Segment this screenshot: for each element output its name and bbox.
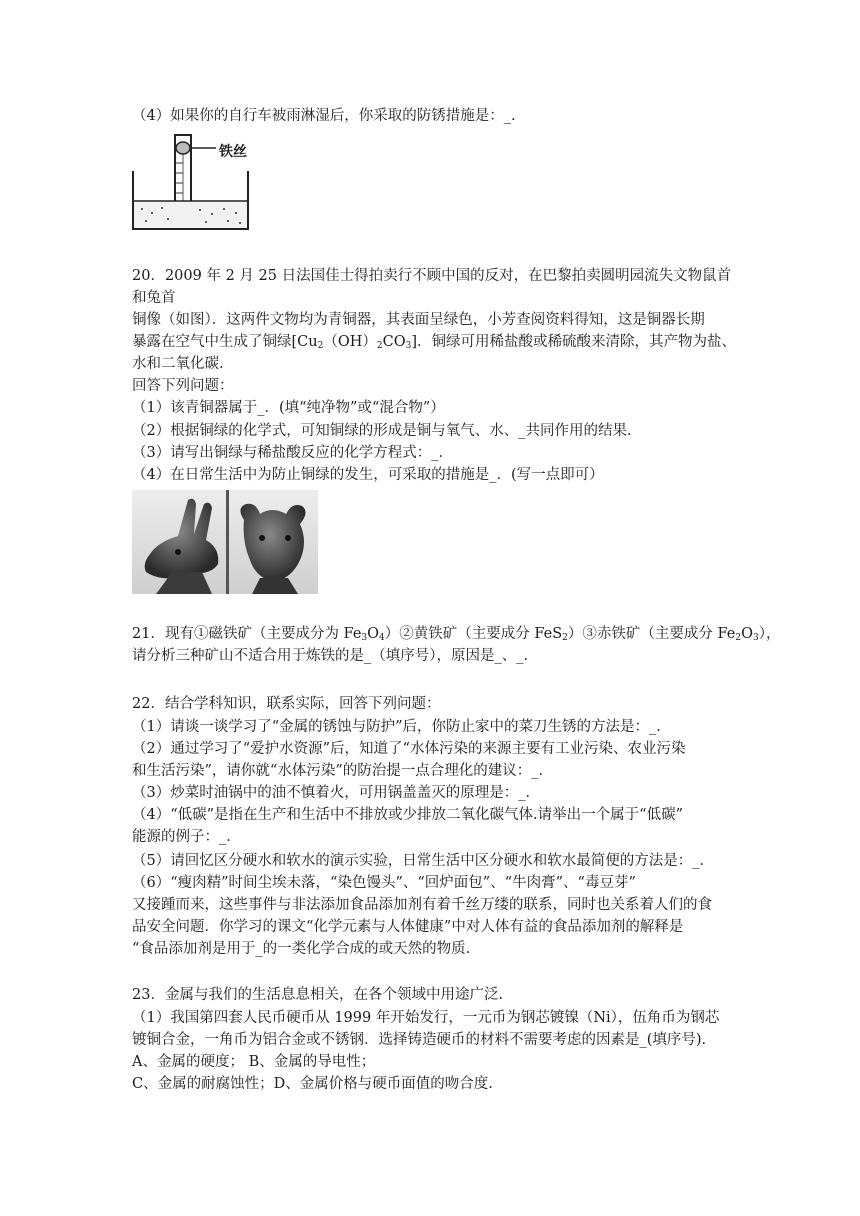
q23-line-2: （1）我国第四套人民币硬币从 1999 年开始发行，一元币为钢芯镀镍（Ni），伍角币为钢芯: [132, 1010, 720, 1026]
bronze-heads-photo: [132, 490, 318, 594]
q22-line-9: （6）“瘦肉精”时间尘埃未落，“染色馒头”、“回炉面包”、“牛肉膏”、“毒豆芽”: [132, 875, 636, 891]
q20-line-3: 铜像（如图）．这两件文物均为青铜器，其表面呈绿色，小芳查阅资料得知，这是铜器长期: [132, 312, 705, 328]
q20-line-4-d: ]．铜绿可用稀盐酸或稀硫酸来清除，其产物为盐、: [411, 334, 736, 350]
q22-line-5: （3）炒菜时油锅中的油不慎着火，可用锅盖盖灭的原理是：_．: [132, 785, 540, 801]
q23-option-ab: A、金属的硬度； B、金属的导电性；: [132, 1054, 376, 1070]
q23-option-cd: C、金属的耐腐蚀性；D、金属价格与硬币面值的吻合度.: [132, 1076, 493, 1092]
q22-line-10: 又接踵而来，这些事件与非法添加食品添加剂有着千丝万缕的联系，同时也关系着人们的食: [132, 897, 712, 913]
q23-line-3: 镀铜合金，一角币为铝合金或不锈钢．选择铸造硬币的材料不需要考虑的因素是_(填序号).: [132, 1032, 707, 1048]
q22-line-7: 能源的例子：_．: [132, 829, 241, 845]
q21-a6: ），: [758, 626, 781, 642]
q23-line-1: 23．金属与我们的生活息息相关，在各个领域中用途广泛.: [132, 987, 504, 1003]
q20-sub-1: 2: [317, 341, 324, 351]
q22-line-6: （4）“低碳”是指在生产和生活中不排放或少排放二氧化碳气体.请举出一个属于“低碳”: [132, 807, 683, 823]
q19-part4: （4）如果你的自行车被雨淋湿后，你采取的防锈措施是：_.: [132, 108, 516, 124]
q20-line-4: [132, 332, 736, 352]
q21-sub-1: 3: [361, 633, 368, 643]
q20-line-6: 回答下列问题：: [132, 378, 234, 394]
q20-part-4: （4）在日常生活中为防止铜绿的发生，可采取的措施是_．(写一点即可）: [132, 467, 604, 483]
q20-line-4-b: （OH）: [323, 334, 377, 350]
q20-part-1: （1）该青铜器属于_．(填“纯净物”或“混合物”）: [132, 400, 445, 416]
q20-sub-2: 2: [376, 341, 383, 351]
q22-line-1: 22．结合学科知识，联系实际，回答下列问题：: [132, 696, 441, 712]
q22-line-12: “食品添加剂是用于_的一类化学合成的或天然的物质.: [132, 941, 471, 957]
q22-line-11: 品安全问题．你学习的课文“化学元素与人体健康”中对人体有益的食品添加剂的解释是: [132, 919, 684, 935]
q20-sub-3: 3: [405, 341, 412, 351]
q21-line-1: [132, 624, 780, 644]
q20-line-5: 水和二氧化碳．: [132, 356, 234, 372]
q21-a3: ）②黄铁矿（主要成分 FeS: [384, 626, 563, 642]
beaker-iron-wire-figure: [128, 133, 268, 233]
q20-line-1: 20．2009 年 2 月 25 日法国佳士得拍卖行不顾中国的反对，在巴黎拍卖圆明园流失文物鼠首: [132, 268, 732, 284]
q21-a4: ）③赤铁矿（主要成分 Fe: [567, 626, 736, 642]
q20-part-3: （3）请写出铜绿与稀盐酸反应的化学方程式：_．: [132, 445, 453, 461]
q22-line-3: （2）通过学习了“爱护水资源”后，知道了“水体污染的来源主要有工业污染、农业污染: [132, 741, 686, 757]
q20-part-2: （2）根据铜绿的化学式，可知铜绿的形成是铜与氧气、水、_共同作用的结果．: [132, 423, 642, 439]
q21-line-2: 请分析三种矿山不适合用于炼铁的是_（填序号），原因是_、_.: [132, 648, 529, 664]
q20-line-4-c: CO: [382, 334, 406, 350]
q22-line-8: （5）请回忆区分硬水和软水的演示实验，日常生活中区分硬水和软水最简便的方法是：_．: [132, 853, 714, 869]
q20-line-4-a: 暴露在空气中生成了铜绿[Cu: [132, 334, 318, 350]
q21-sub-5: 3: [753, 633, 759, 643]
q22-line-2: （1）请谈一谈学习了“金属的锈蚀与防护”后，你防止家中的菜刀生锈的方法是：_．: [132, 719, 671, 735]
q21-sub-2: 4: [379, 633, 385, 643]
q21-sub-4: 2: [735, 633, 742, 643]
q21-a2: O: [367, 626, 380, 642]
q21-a5: O: [741, 626, 753, 642]
q21-a: 21．现有①磁铁矿（主要成分为 Fe: [132, 626, 362, 642]
q20-line-2: 和兔首: [132, 290, 176, 306]
q22-line-4: 和生活污染”，请你就“水体污染”的防治提一点合理化的建议：_．: [132, 763, 553, 779]
q21-sub-3: 2: [562, 633, 568, 643]
iron-wire-label: 铁丝: [219, 144, 247, 160]
